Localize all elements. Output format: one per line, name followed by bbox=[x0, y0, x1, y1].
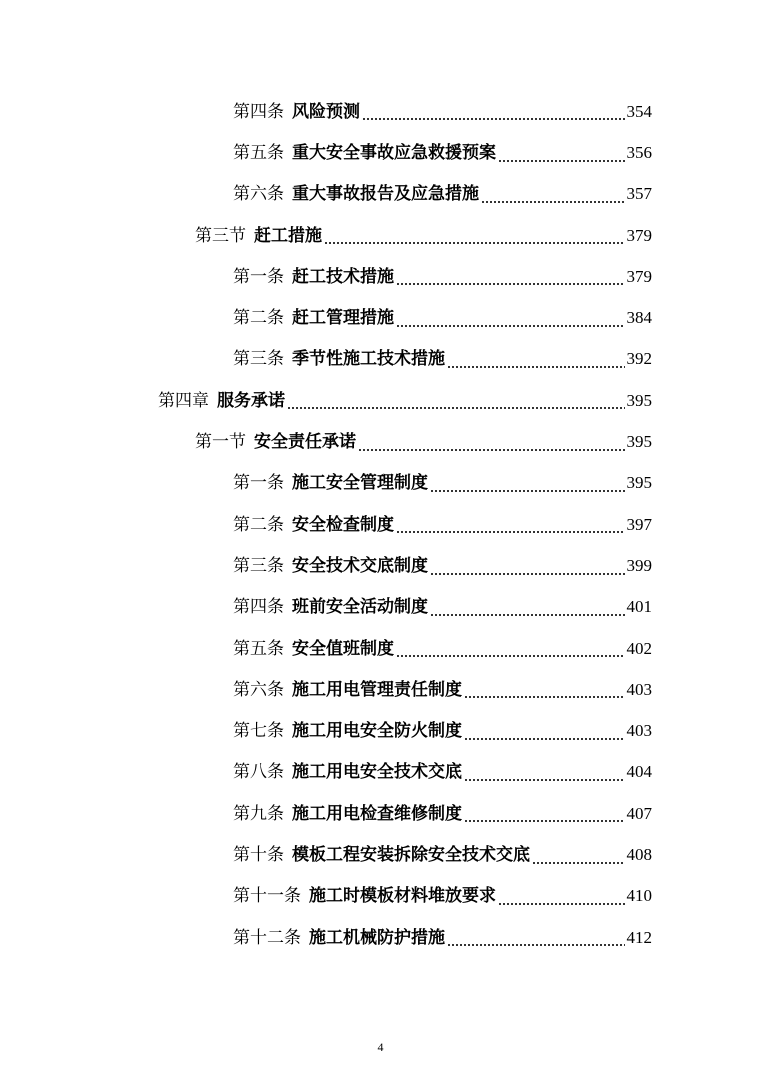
toc-entry-number: 第二条 bbox=[233, 308, 284, 329]
toc-entry-title: 风险预测 bbox=[292, 101, 360, 122]
toc-entry-number: 第一条 bbox=[233, 266, 284, 287]
toc-dot-leader bbox=[324, 242, 625, 244]
toc-dot-leader bbox=[464, 738, 625, 740]
toc-entry-title: 赶工技术措施 bbox=[292, 266, 394, 287]
toc-entry[interactable] bbox=[0, 504, 761, 545]
toc-entry-page: 410 bbox=[626, 886, 652, 906]
toc-dot-leader bbox=[358, 449, 625, 451]
toc-entry-page: 395 bbox=[626, 432, 652, 452]
toc-entry[interactable] bbox=[0, 463, 761, 504]
toc-entry-page: 407 bbox=[626, 803, 652, 823]
toc-dot-leader bbox=[396, 655, 625, 657]
toc-entry[interactable] bbox=[0, 628, 761, 669]
toc-entry[interactable] bbox=[0, 834, 761, 875]
toc-entry-title: 服务承诺 bbox=[217, 390, 285, 411]
toc-dot-leader bbox=[532, 862, 625, 864]
toc-dot-leader bbox=[447, 366, 625, 368]
toc-entry-title: 安全检查制度 bbox=[292, 514, 394, 535]
toc-entry-title: 施工用电安全防火制度 bbox=[292, 721, 462, 742]
toc-entry[interactable] bbox=[0, 339, 761, 380]
toc-entry-number: 第二条 bbox=[233, 514, 284, 535]
toc-entry-page: 401 bbox=[626, 597, 652, 617]
toc-entry-page: 379 bbox=[626, 225, 652, 245]
page-number: 4 bbox=[377, 1040, 384, 1054]
toc-entry-title: 施工时模板材料堆放要求 bbox=[309, 886, 496, 907]
toc-entry-title: 赶工措施 bbox=[254, 225, 322, 246]
toc-dot-leader bbox=[498, 903, 625, 905]
toc-dot-leader bbox=[362, 118, 625, 120]
toc-dot-leader bbox=[396, 531, 625, 533]
toc-entry-title: 安全值班制度 bbox=[292, 638, 394, 659]
toc-entry[interactable] bbox=[0, 421, 761, 462]
toc-dot-leader bbox=[396, 283, 625, 285]
toc-entry[interactable] bbox=[0, 545, 761, 586]
toc-entry-title: 安全责任承诺 bbox=[254, 432, 356, 453]
toc-entry[interactable] bbox=[0, 876, 761, 917]
toc-entry[interactable] bbox=[0, 380, 761, 421]
toc-entry-title: 施工用电管理责任制度 bbox=[292, 679, 462, 700]
toc-entry-number: 第六条 bbox=[233, 184, 284, 205]
toc-entry[interactable] bbox=[0, 132, 761, 173]
toc-entry-title: 赶工管理措施 bbox=[292, 308, 394, 329]
toc-entry[interactable] bbox=[0, 587, 761, 628]
toc-dot-leader bbox=[430, 614, 625, 616]
toc-entry-number: 第八条 bbox=[233, 762, 284, 783]
toc-entry-number: 第三条 bbox=[233, 555, 284, 576]
toc-entry-title: 施工机械防护措施 bbox=[309, 927, 445, 948]
toc-entry-page: 397 bbox=[626, 514, 652, 534]
toc-entry-page: 392 bbox=[626, 349, 652, 369]
toc-entry-number: 第一节 bbox=[195, 432, 246, 453]
toc-dot-leader bbox=[498, 160, 625, 162]
toc-entry[interactable] bbox=[0, 752, 761, 793]
toc-dot-leader bbox=[287, 407, 625, 409]
toc-entry-number: 第十一条 bbox=[233, 886, 301, 907]
toc-entry-number: 第五条 bbox=[233, 638, 284, 659]
toc-entry-number: 第七条 bbox=[233, 721, 284, 742]
toc-entry-title: 重大事故报告及应急措施 bbox=[292, 184, 479, 205]
toc-entry-title: 重大安全事故应急救援预案 bbox=[292, 142, 496, 163]
toc-entry-number: 第四章 bbox=[158, 390, 209, 411]
toc-entry-title: 季节性施工技术措施 bbox=[292, 349, 445, 370]
toc-entry-number: 第四条 bbox=[233, 597, 284, 618]
toc-entry-page: 403 bbox=[626, 679, 652, 699]
toc-entry-title: 施工安全管理制度 bbox=[292, 473, 428, 494]
toc-entry-title: 施工用电检查维修制度 bbox=[292, 803, 462, 824]
toc-entry-number: 第五条 bbox=[233, 142, 284, 163]
toc-entry-page: 402 bbox=[626, 638, 652, 658]
toc-dot-leader bbox=[464, 779, 625, 781]
toc-entry[interactable] bbox=[0, 91, 761, 132]
toc-entry-number: 第十条 bbox=[233, 844, 284, 865]
toc-dot-leader bbox=[481, 201, 625, 203]
toc-entry-page: 395 bbox=[626, 390, 652, 410]
toc-entry-title: 安全技术交底制度 bbox=[292, 555, 428, 576]
toc-entry-page: 384 bbox=[626, 308, 652, 328]
toc-entry-page: 408 bbox=[626, 844, 652, 864]
toc-entry[interactable] bbox=[0, 793, 761, 834]
toc-entry-number: 第十二条 bbox=[233, 927, 301, 948]
toc-entry[interactable] bbox=[0, 669, 761, 710]
toc-entry-page: 354 bbox=[626, 101, 652, 121]
toc-entry[interactable] bbox=[0, 917, 761, 958]
toc-entry-page: 379 bbox=[626, 266, 652, 286]
toc-dot-leader bbox=[447, 944, 625, 946]
toc-entry-number: 第一条 bbox=[233, 473, 284, 494]
toc-entry[interactable] bbox=[0, 710, 761, 751]
toc-entry-page: 395 bbox=[626, 473, 652, 493]
toc-entry[interactable] bbox=[0, 297, 761, 338]
toc-entry-number: 第三节 bbox=[195, 225, 246, 246]
toc-entry-number: 第六条 bbox=[233, 679, 284, 700]
toc-entry-page: 356 bbox=[626, 142, 652, 162]
toc-entry-title: 模板工程安装拆除安全技术交底 bbox=[292, 844, 530, 865]
toc-entry-page: 357 bbox=[626, 184, 652, 204]
toc-entry[interactable] bbox=[0, 256, 761, 297]
toc-entry-number: 第四条 bbox=[233, 101, 284, 122]
toc-entry-page: 404 bbox=[626, 762, 652, 782]
toc-dot-leader bbox=[464, 696, 625, 698]
toc-dot-leader bbox=[430, 490, 625, 492]
toc-entry-number: 第三条 bbox=[233, 349, 284, 370]
toc-entry[interactable] bbox=[0, 215, 761, 256]
toc-dot-leader bbox=[464, 820, 625, 822]
toc-entry-title: 班前安全活动制度 bbox=[292, 597, 428, 618]
toc-dot-leader bbox=[430, 573, 625, 575]
toc-entry-page: 399 bbox=[626, 555, 652, 575]
toc-entry-title: 施工用电安全技术交底 bbox=[292, 762, 462, 783]
table-of-contents bbox=[0, 91, 761, 958]
toc-entry[interactable] bbox=[0, 174, 761, 215]
toc-entry-page: 403 bbox=[626, 721, 652, 741]
toc-entry-page: 412 bbox=[626, 927, 652, 947]
toc-dot-leader bbox=[396, 325, 625, 327]
toc-entry-number: 第九条 bbox=[233, 803, 284, 824]
